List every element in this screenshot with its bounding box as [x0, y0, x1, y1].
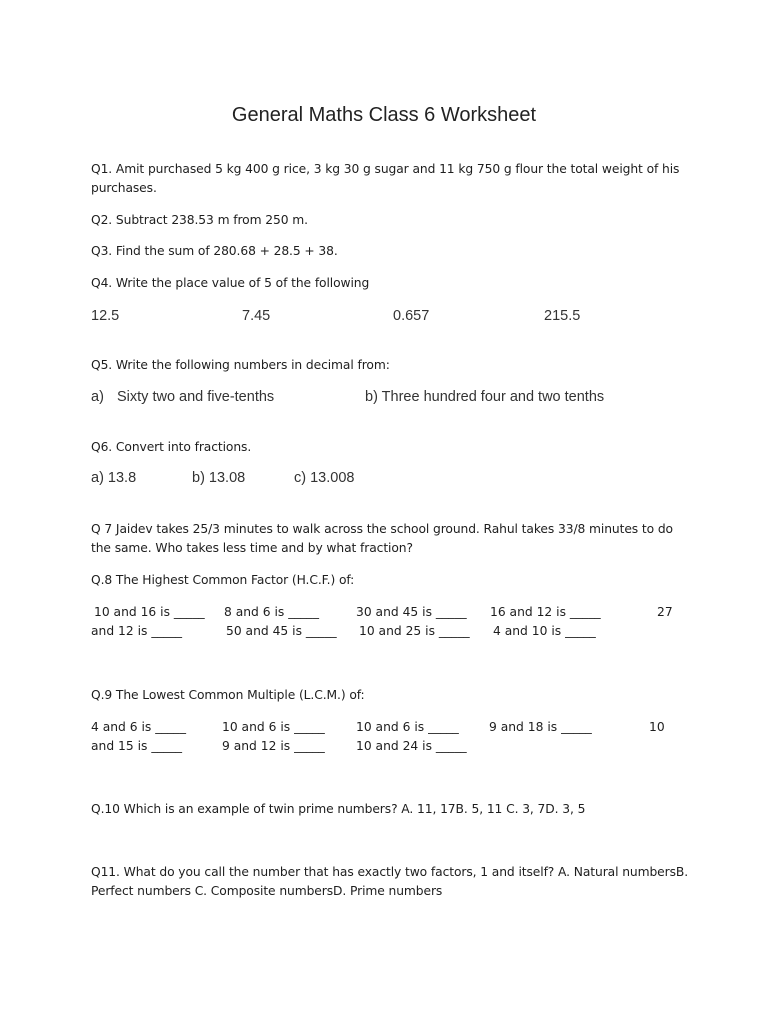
- q9-item: 10: [649, 720, 665, 734]
- q8-item: 16 and 12 is _____: [490, 605, 601, 619]
- q5-option-a: Sixty two and five-tenths: [117, 389, 275, 405]
- q8-item: 10 and 16 is _____: [94, 605, 205, 619]
- question-11: Q11. What do you call the number that has exactly two factors, 1 and itself? A. Natural numbersB. Perfect numbers C. Composite numbersD. Prime numbers: [91, 865, 689, 898]
- question-4: Q4. Write the place value of 5 of the following: [91, 276, 370, 290]
- q8-item: and 12 is _____: [91, 624, 183, 638]
- q9-item: 4 and 6 is _____: [91, 720, 186, 734]
- q4-option-1: 12.5: [91, 308, 120, 324]
- question-8: Q.8 The Highest Common Factor (H.C.F.) of:: [91, 573, 355, 587]
- q6-option-a: a) 13.8: [91, 470, 137, 486]
- q9-item: 9 and 18 is _____: [489, 720, 592, 734]
- q8-item: 50 and 45 is _____: [226, 624, 337, 638]
- question-10: Q.10 Which is an example of twin prime numbers? A. 11, 17B. 5, 11 C. 3, 7D. 3, 5: [91, 802, 586, 816]
- q4-option-4: 215.5: [544, 308, 581, 324]
- q5-option-b: b) Three hundred four and two tenths: [365, 389, 605, 405]
- question-2: Q2. Subtract 238.53 m from 250 m.: [91, 213, 308, 227]
- q4-option-2: 7.45: [242, 308, 271, 324]
- q8-item: 10 and 25 is _____: [359, 624, 470, 638]
- question-6: Q6. Convert into fractions.: [91, 440, 252, 454]
- q6-option-c: c) 13.008: [294, 470, 355, 486]
- q4-option-3: 0.657: [393, 308, 430, 324]
- q9-item: 9 and 12 is _____: [222, 739, 325, 753]
- question-7: Q 7 Jaidev takes 25/3 minutes to walk across the school ground. Rahul takes 33/8 minutes to do the same. Who takes less time and by what fraction?: [91, 522, 673, 555]
- q6-option-b: b) 13.08: [192, 470, 246, 486]
- q9-item: 10 and 6 is _____: [356, 720, 459, 734]
- page-title: General Maths Class 6 Worksheet: [231, 104, 537, 126]
- q9-item: 10 and 24 is _____: [356, 739, 467, 753]
- q5-option-a-label: a): [91, 389, 104, 405]
- q8-item: 4 and 10 is _____: [493, 624, 596, 638]
- q8-item: 8 and 6 is _____: [224, 605, 319, 619]
- question-5: Q5. Write the following numbers in decimal from:: [91, 358, 390, 372]
- question-1: Q1. Amit purchased 5 kg 400 g rice, 3 kg 30 g sugar and 11 kg 750 g flour the total weight of his purchases.: [91, 162, 680, 195]
- q9-item: 10 and 6 is _____: [222, 720, 325, 734]
- question-3: Q3. Find the sum of 280.68 + 28.5 + 38.: [91, 244, 338, 258]
- q8-item: 30 and 45 is _____: [356, 605, 467, 619]
- q8-item: 27: [657, 605, 673, 619]
- question-9: Q.9 The Lowest Common Multiple (L.C.M.) of:: [91, 688, 365, 702]
- q9-item: and 15 is _____: [91, 739, 183, 753]
